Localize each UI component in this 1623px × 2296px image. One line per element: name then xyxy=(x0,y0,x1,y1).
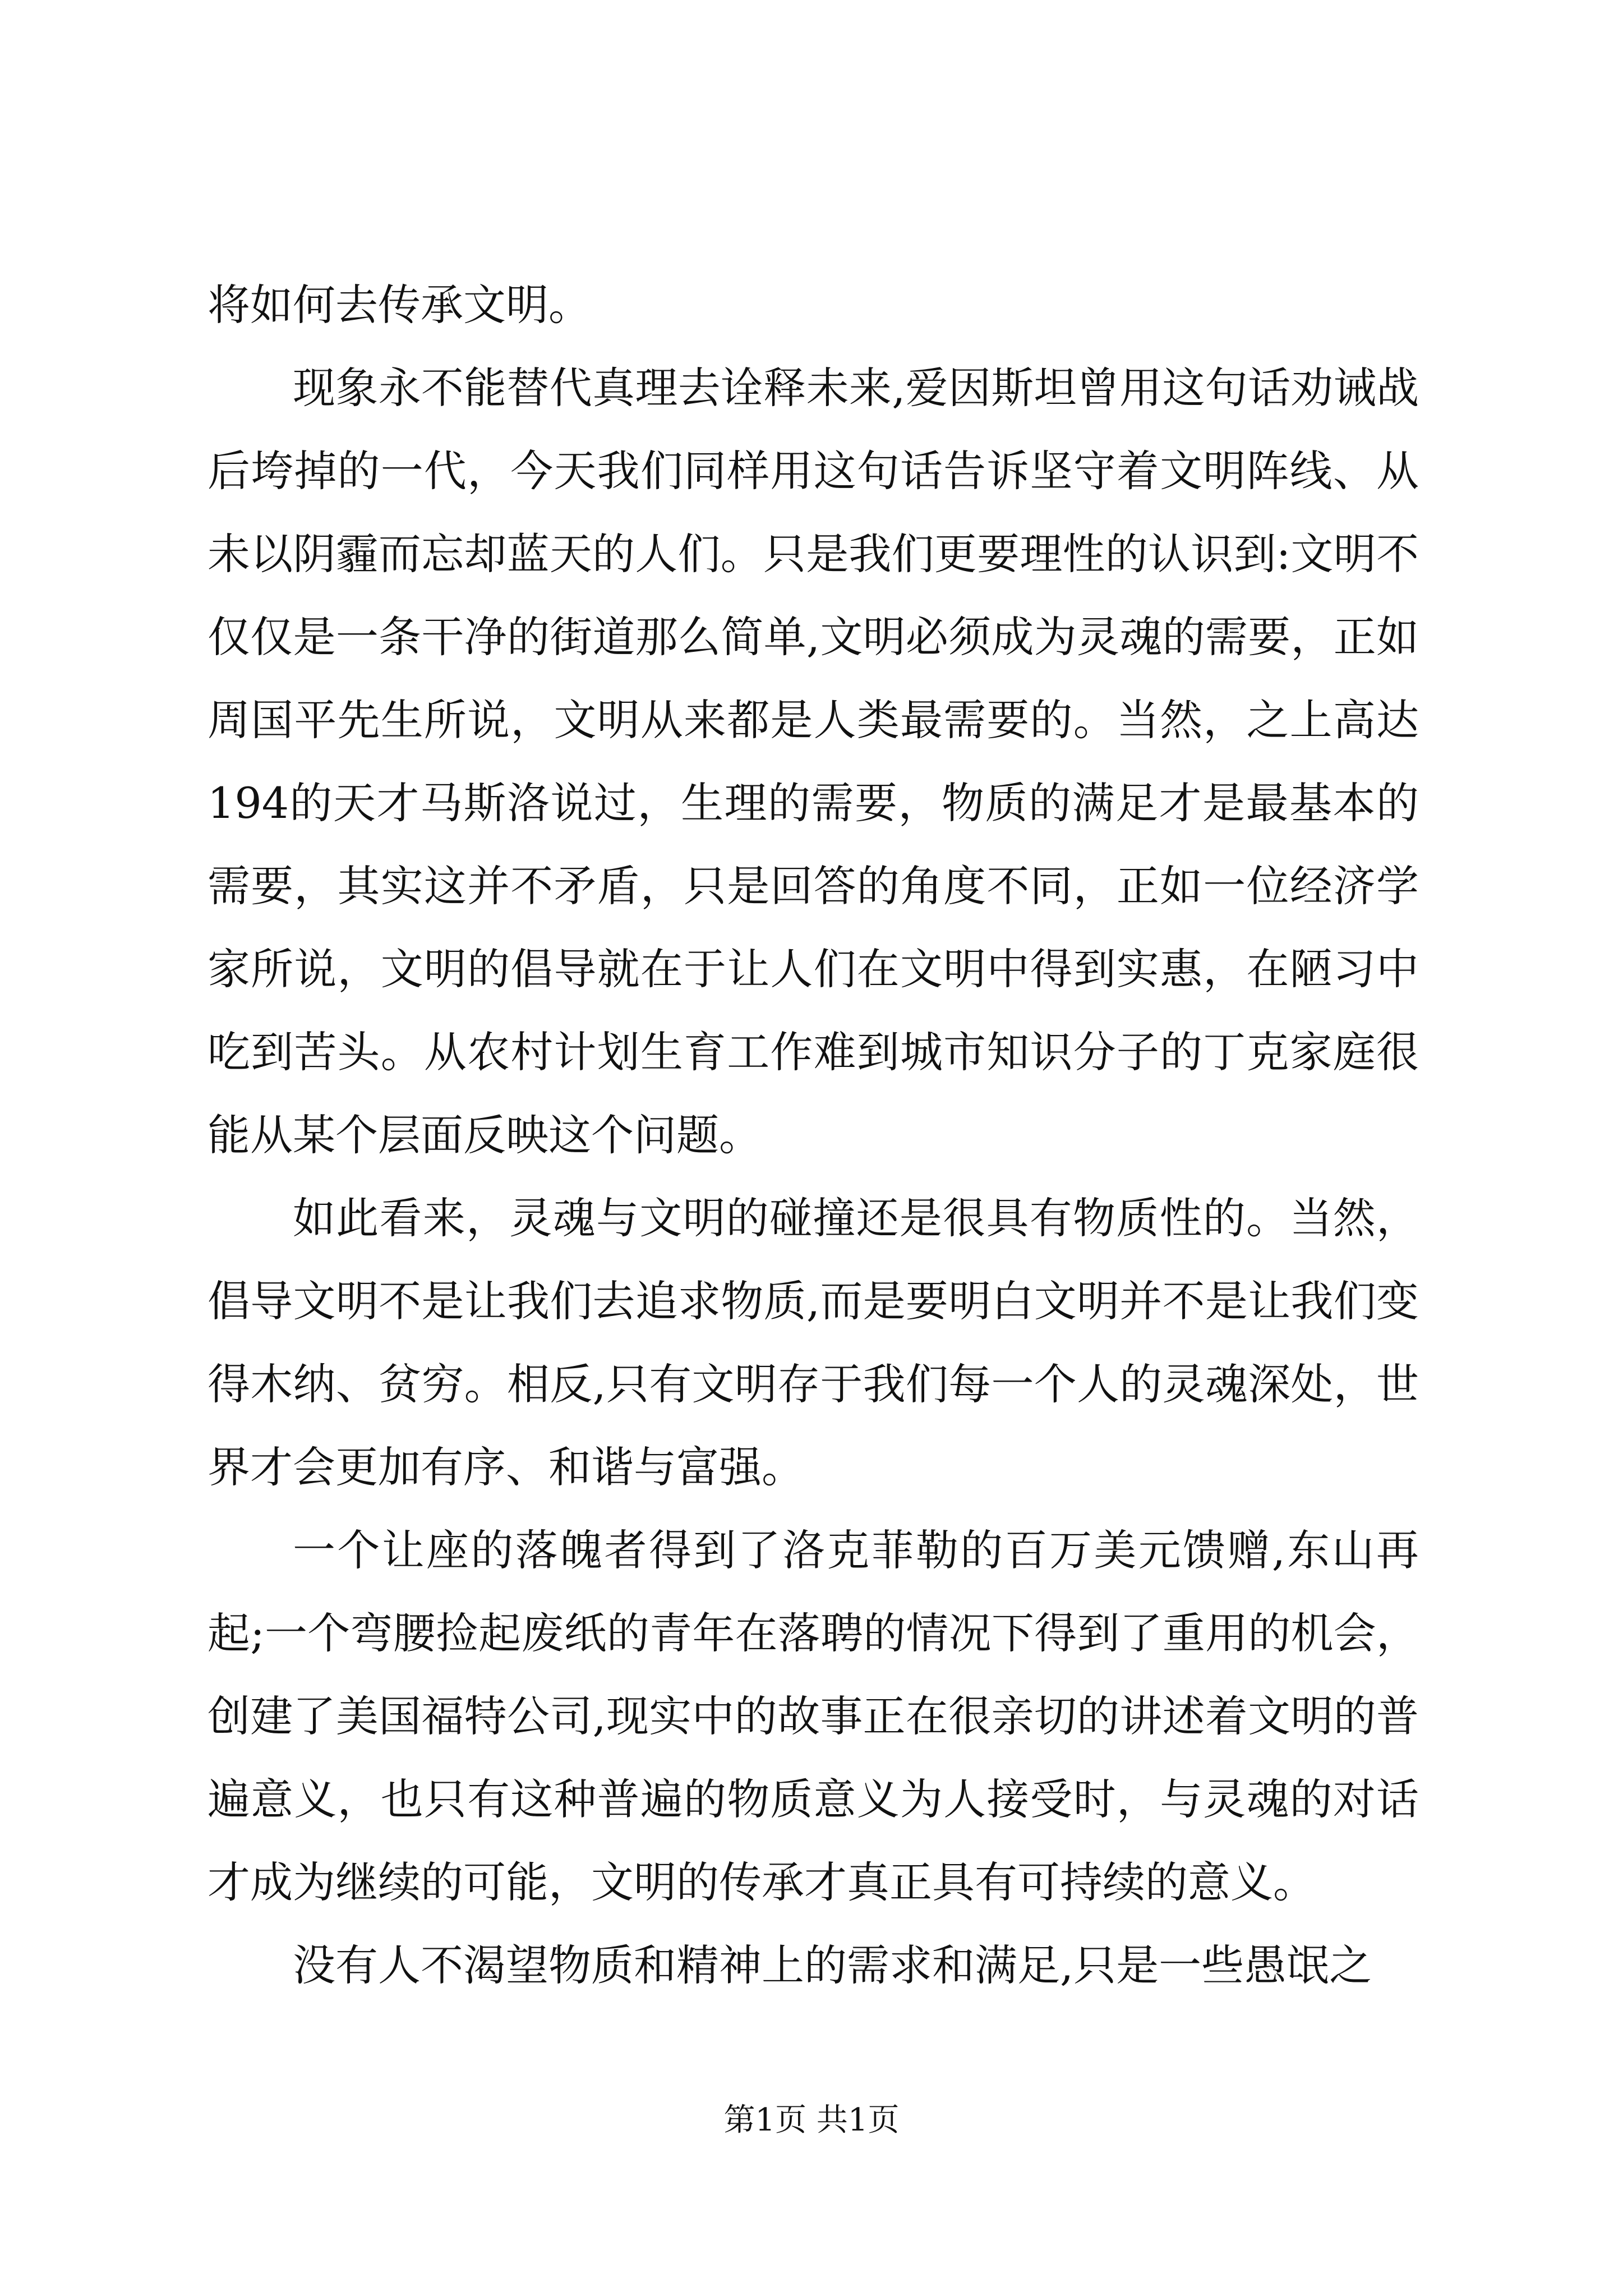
document-body xyxy=(208,264,1419,2007)
paragraph-5: 没有人不渴望物质和精神上的需求和满足,只是一些愚氓之 xyxy=(293,1940,1372,1990)
paragraph-3: 如此看来，灵魂与文明的碰撞还是很具有物质性的。当然，倡导文明不是让我们去追求物质,而是要明白文明并不是让我们变得木纳、贫穷。相反,只有文明存于我们每一个人的灵魂深处，世界才会更加有序、和谐与富强。 xyxy=(208,1193,1419,1492)
page-footer: 第1页 共1页 xyxy=(723,2102,900,2138)
paragraph-4: 一个让座的落魄者得到了洛克菲勒的百万美元馈赠,东山再起;一个弯腰捡起废纸的青年在落聘的情况下得到了重用的机会，创建了美国福特公司,现实中的故事正在很亲切的讲述着文明的普遍意义，也只有这种普遍的物质意义为人接受时，与灵魂的对话才成为继续的可能，文明的传承才真正具有可持续的意义。 xyxy=(208,1525,1419,1907)
paragraph-2: 现象永不能替代真理去诠释未来,爱因斯坦曾用这句话劝诫战后垮掉的一代，今天我们同样用这句话告诉坚守着文明阵线、从未以阴霾而忘却蓝天的人们。只是我们更要理性的认识到:文明不仅仅是一条干净的街道那么简单,文明必须成为灵魂的需要，正如周国平先生所说，文明从来都是人类最需要的。当然，之上高达194的天才马斯洛说过，生理的需要，物质的满足才是最基本的需要，其实这并不矛盾，只是回答的角度不同，正如一位经济学家所说，文明的倡导就在于让人们在文明中得到实惠，在陋习中吃到苦头。从农村计划生育工作难到城市知识分子的丁克家庭很能从某个层面反映这个问题。 xyxy=(208,363,1419,1160)
paragraph-1: 将如何去传承文明。 xyxy=(208,280,591,330)
